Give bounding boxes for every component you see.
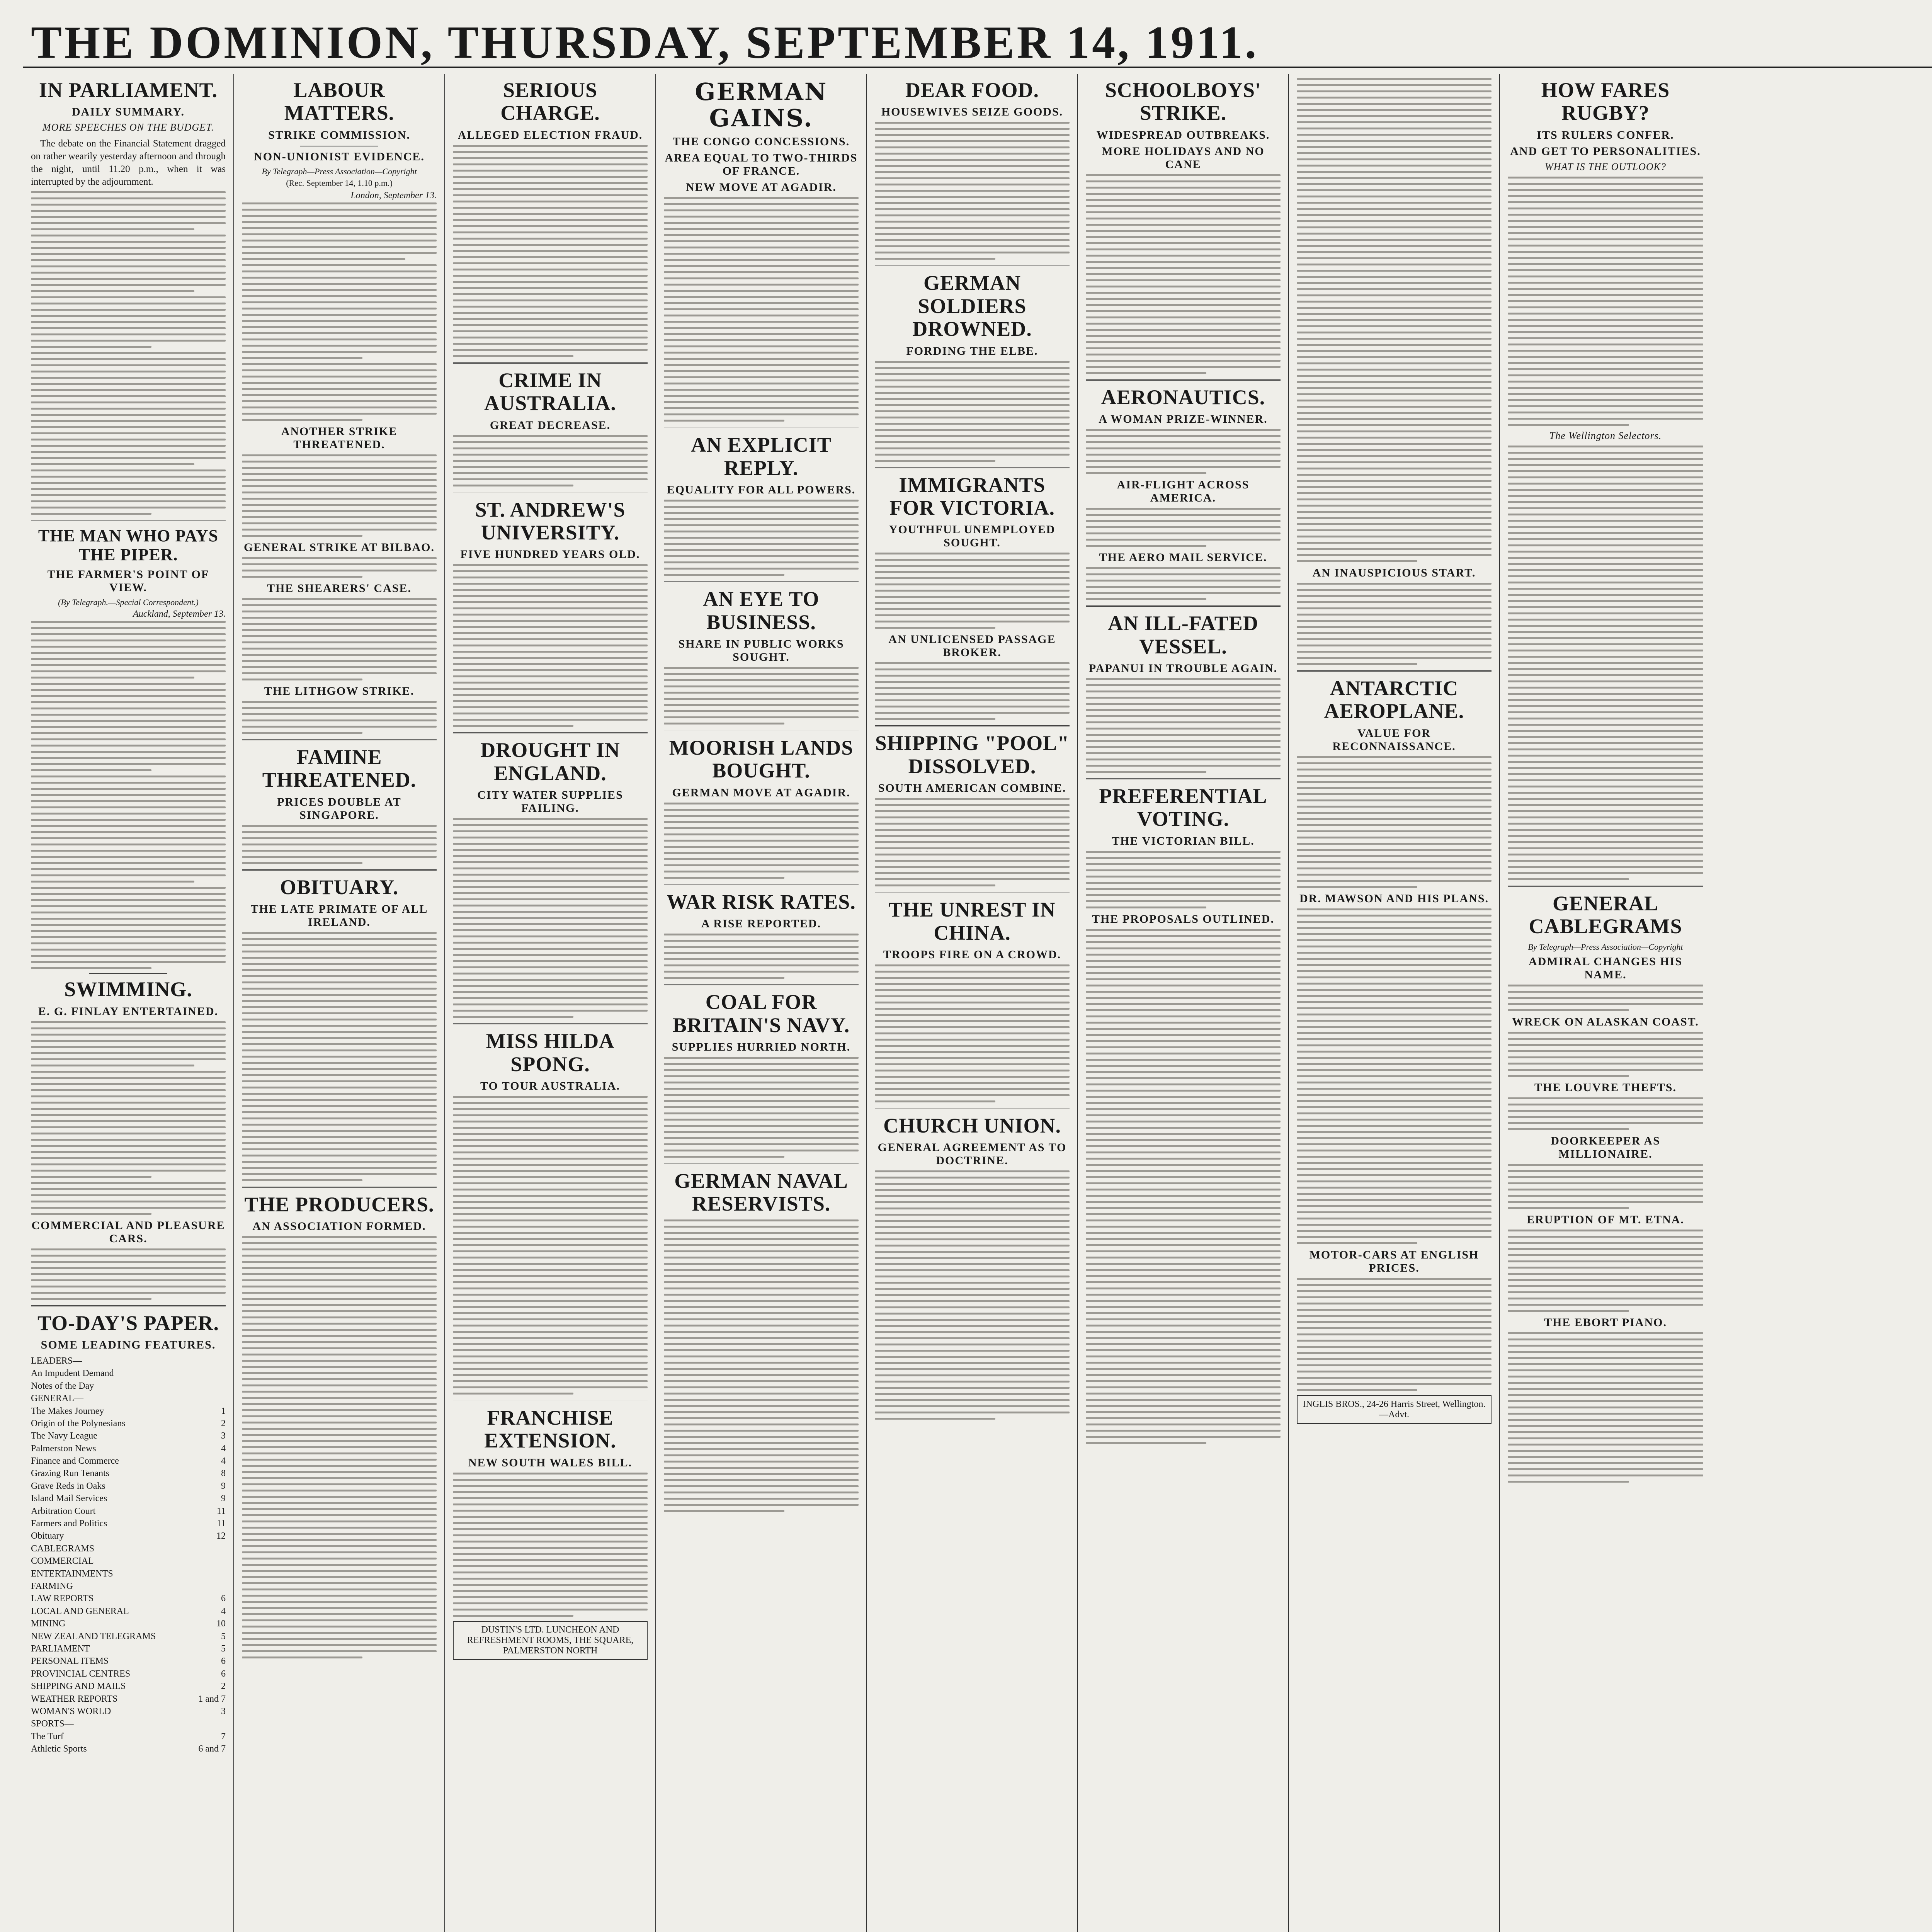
subheading: ALLEGED ELECTION FRAUD. <box>457 128 643 141</box>
column-3 <box>445 74 656 1932</box>
story-body <box>875 1170 1070 1420</box>
story-subheading: CITY WATER SUPPLIES FAILING. <box>477 789 623 815</box>
story-heading: WAR RISK RATES. <box>667 890 856 913</box>
advertisement: DUSTIN'S LTD. LUNCHEON AND REFRESHMENT ROOMS, THE SQUARE, PALMERSTON NORTH <box>453 1621 648 1660</box>
contents-entry <box>31 1730 226 1743</box>
masthead-title: THE DOMINION, THURSDAY, SEPTEMBER 14, 1911. <box>31 17 1259 68</box>
story-subheading: THE EBORT PIANO. <box>1544 1316 1667 1329</box>
story-heading: DROUGHT IN ENGLAND. <box>480 738 620 785</box>
heading: IN PARLIAMENT. <box>39 78 218 102</box>
contents-entry <box>31 1718 226 1730</box>
story-body <box>1508 446 1703 880</box>
contents-entry-title: PROVINCIAL CENTRES <box>31 1668 131 1679</box>
story-heading: OBITUARY. <box>280 875 399 899</box>
story-received: (Rec. September 14, 1.10 p.m.) <box>286 178 393 188</box>
story-place: Auckland, September 13. <box>133 609 226 619</box>
contents-entry-page: 1 <box>221 1406 226 1416</box>
story-subheading: NEW SOUTH WALES BILL. <box>468 1456 633 1469</box>
story-body <box>1086 851 1281 908</box>
story-subheading: MOTOR-CARS AT ENGLISH PRICES. <box>1309 1248 1479 1274</box>
contents-entry <box>31 1355 226 1367</box>
contents-entry-title: The Makes Journey <box>31 1406 104 1416</box>
story-body <box>453 564 648 727</box>
story-credit: By Telegraph—Press Association—Copyright <box>1528 942 1683 952</box>
story-subheading: E. G. FINLAY ENTERTAINED. <box>38 1005 219 1018</box>
story-subheading: GERMAN MOVE AT AGADIR. <box>672 786 850 799</box>
contents-entry-page: 4 <box>221 1606 226 1616</box>
story-subheading: SHARE IN PUBLIC WORKS SOUGHT. <box>678 637 844 663</box>
contents-entry <box>31 1517 226 1530</box>
contents-entry-title: Island Mail Services <box>31 1493 107 1504</box>
contents-entry <box>31 1543 226 1555</box>
story-subheading: COMMERCIAL AND PLEASURE CARS. <box>31 1219 225 1245</box>
story-body <box>453 818 648 1018</box>
story-body <box>453 145 648 357</box>
story-body <box>664 934 859 979</box>
story-body <box>453 1096 648 1395</box>
contents-entry-page: 11 <box>216 1506 226 1516</box>
story-body <box>664 500 859 576</box>
subheading: WIDESPREAD OUTBREAKS. <box>1096 128 1270 141</box>
column-1 <box>23 74 234 1932</box>
story-body <box>1297 908 1492 1244</box>
contents-entry-page: 3 <box>221 1431 226 1441</box>
story-body <box>875 964 1070 1102</box>
story-subheading: PRICES DOUBLE AT SINGAPORE. <box>277 795 401 821</box>
story-body <box>1086 567 1281 600</box>
lead-heading: MORE HOLIDAYS AND NO CANE <box>1102 145 1265 171</box>
story-subheading: EQUALITY FOR ALL POWERS. <box>667 483 856 497</box>
story-subheading: AN UNLICENSED PASSAGE BROKER. <box>888 633 1056 659</box>
contents-entry-title: Arbitration Court <box>31 1506 96 1516</box>
contents-entry-title: LOCAL AND GENERAL <box>31 1606 129 1616</box>
story-body <box>1297 583 1492 665</box>
story-subheading: FORDING THE ELBE. <box>906 344 1038 357</box>
story-subheading: THE SHEARERS' CASE. <box>267 582 412 595</box>
contents-entry-page: 2 <box>221 1681 226 1692</box>
story-body <box>1508 985 1703 1011</box>
contents-entry-title: Notes of the Day <box>31 1381 94 1391</box>
contents-list <box>31 1355 226 1755</box>
contents-entry <box>31 1367 226 1379</box>
story-body <box>242 1236 437 1658</box>
heading: GERMAN GAINS. <box>695 78 828 133</box>
story-body <box>1086 678 1281 773</box>
contents-entry <box>31 1568 226 1580</box>
contents-entry-title: The Turf <box>31 1731 64 1742</box>
contents-entry-title: Farmers and Politics <box>31 1519 107 1529</box>
contents-entry <box>31 1530 226 1542</box>
story-subheading: AN INAUSPICIOUS START. <box>1312 566 1476 579</box>
contents-entry <box>31 1405 226 1417</box>
story-body <box>664 803 859 879</box>
story-credit: By Telegraph—Press Association—Copyright <box>262 166 417 176</box>
story-subheading: ADMIRAL CHANGES HIS NAME. <box>1528 955 1683 981</box>
column-4 <box>656 74 867 1932</box>
contents-entry <box>31 1480 226 1492</box>
contents-entry <box>31 1643 226 1655</box>
contents-entry-page: 6 <box>221 1594 226 1604</box>
story-heading: CHURCH UNION. <box>883 1114 1061 1137</box>
story-body <box>453 435 648 486</box>
story-body <box>1297 1278 1492 1391</box>
story-heading: MOORISH LANDS BOUGHT. <box>669 736 854 782</box>
subheading: HOUSEWIVES SEIZE GOODS. <box>881 105 1063 119</box>
story-subheading: SUPPLIES HURRIED NORTH. <box>672 1040 851 1053</box>
story-heading: MISS HILDA SPONG. <box>486 1029 615 1076</box>
story-heading: GERMAN SOLDIERS DROWNED. <box>912 271 1032 341</box>
contents-entry <box>31 1655 226 1667</box>
story-body <box>1086 929 1281 1444</box>
story-body <box>242 701 437 734</box>
story-subheading: A RISE REPORTED. <box>701 917 821 930</box>
contents-entry-title: COMMERCIAL <box>31 1556 94 1566</box>
contents-entry-title: ENTERTAINMENTS <box>31 1568 113 1579</box>
story-body <box>664 1219 859 1512</box>
contents-entry-title: LAW REPORTS <box>31 1594 94 1604</box>
story-subheading: THE LOUVRE THEFTS. <box>1534 1081 1677 1094</box>
contents-entry-page: 6 and 7 <box>198 1744 226 1754</box>
contents-entry <box>31 1492 226 1505</box>
contents-entry-page: 3 <box>221 1706 226 1716</box>
story-subheading: THE FARMER'S POINT OF VIEW. <box>47 568 209 594</box>
contents-entry <box>31 1392 226 1405</box>
story-heading: ANTARCTIC AEROPLANE. <box>1324 677 1464 723</box>
story-subheading: YOUTHFUL UNEMPLOYED SOUGHT. <box>889 523 1056 549</box>
story-body <box>31 191 226 515</box>
story-body <box>31 1248 226 1300</box>
story-subheading: THE VICTORIAN BILL. <box>1112 834 1255 847</box>
story-body <box>242 557 437 578</box>
story-heading: SWIMMING. <box>64 978 192 1001</box>
story-body <box>664 1057 859 1158</box>
story-subheading: THE LITHGOW STRIKE. <box>264 684 415 697</box>
contents-entry <box>31 1430 226 1442</box>
contents-entry-page: 6 <box>221 1656 226 1667</box>
contents-entry <box>31 1380 226 1392</box>
story-subheading: THE AERO MAIL SERVICE. <box>1099 551 1267 564</box>
contents-entry <box>31 1505 226 1517</box>
story-heading: CRIME IN AUSTRALIA. <box>484 368 616 415</box>
story-heading: IMMIGRANTS FOR VICTORIA. <box>889 473 1055 519</box>
story-heading: GENERAL CABLEGRAMS <box>1529 891 1682 938</box>
story-subheading: NEW MOVE AT AGADIR. <box>686 181 837 194</box>
story-body <box>1508 177 1703 426</box>
contents-entry-title: Grave Reds in Oaks <box>31 1481 105 1491</box>
story-subheading: SOME LEADING FEATURES. <box>41 1338 216 1351</box>
contents-entry-page: 5 <box>221 1631 226 1641</box>
contents-entry <box>31 1693 226 1705</box>
contents-entry-page: 9 <box>221 1493 226 1504</box>
contents-entry-title: MINING <box>31 1619 66 1629</box>
contents-entry-title: GENERAL— <box>31 1393 83 1404</box>
story-heading: ST. ANDREW'S UNIVERSITY. <box>475 498 626 544</box>
story-heading: THE UNREST IN CHINA. <box>888 898 1056 944</box>
contents-entry <box>31 1680 226 1692</box>
story-body <box>875 361 1070 462</box>
column-8 <box>1500 74 1711 1932</box>
story-body <box>1508 1032 1703 1077</box>
contents-entry-title: Finance and Commerce <box>31 1456 119 1466</box>
story-body <box>664 667 859 724</box>
story-body <box>453 1473 648 1617</box>
contents-entry <box>31 1605 226 1617</box>
story-body <box>31 1021 226 1215</box>
story-subheading: WRECK ON ALASKAN COAST. <box>1512 1015 1699 1028</box>
story-subheading: GREAT DECREASE. <box>490 418 611 432</box>
subheading: THE CONGO CONCESSIONS. <box>672 135 850 148</box>
story-heading: AERONAUTICS. <box>1101 385 1265 409</box>
contents-entry <box>31 1580 226 1592</box>
lead-heading: AND GET TO PERSONALITIES. <box>1510 145 1701 158</box>
story-body <box>1508 1097 1703 1130</box>
story-body <box>875 553 1070 629</box>
heading: LABOUR MATTERS. <box>284 78 395 125</box>
advertisement: INGLIS BROS., 24-26 Harris Street, Wellington.—Advt. <box>1297 1395 1492 1424</box>
contents-entry-page: 10 <box>216 1619 226 1629</box>
contents-entry <box>31 1592 226 1605</box>
story-heading: PREFERENTIAL VOTING. <box>1099 784 1267 831</box>
story-heading: SHIPPING "POOL" DISSOLVED. <box>875 731 1070 778</box>
contents-entry-page: 8 <box>221 1468 226 1479</box>
story-heading: AN EXPLICIT REPLY. <box>691 433 832 480</box>
contents-entry-title: An Impudent Demand <box>31 1368 114 1379</box>
contents-entry-title: WEATHER REPORTS <box>31 1694 118 1704</box>
story-subheading: The Wellington Selectors. <box>1549 430 1662 441</box>
story-body <box>242 454 437 537</box>
contents-entry-page: 6 <box>221 1668 226 1679</box>
story-body <box>242 598 437 680</box>
contents-entry-title: Obituary <box>31 1531 64 1541</box>
contents-entry <box>31 1668 226 1680</box>
lead-heading: MORE SPEECHES ON THE BUDGET. <box>42 122 214 133</box>
story-credit: (By Telegraph.—Special Correspondent.) <box>58 597 199 607</box>
story-body <box>1508 1332 1703 1483</box>
story-body <box>1508 1164 1703 1209</box>
contents-entry <box>31 1555 226 1567</box>
story-subheading: A WOMAN PRIZE-WINNER. <box>1099 413 1268 426</box>
story-body <box>664 197 859 422</box>
contents-entry-title: Grazing Run Tenants <box>31 1468 110 1479</box>
contents-entry-title: Palmerston News <box>31 1443 96 1454</box>
contents-entry-title: SPORTS— <box>31 1719 74 1729</box>
story-body <box>1086 174 1281 374</box>
story-body <box>1508 1230 1703 1312</box>
story-place: London, September 13. <box>350 190 437 201</box>
contents-entry-page: 4 <box>221 1443 226 1454</box>
contents-entry-title: Origin of the Polynesians <box>31 1418 126 1429</box>
story-subheading: ANOTHER STRIKE THREATENED. <box>281 425 398 451</box>
lead-heading: NON-UNIONIST EVIDENCE. <box>254 150 425 163</box>
contents-entry <box>31 1417 226 1430</box>
story-subheading: THE PROPOSALS OUTLINED. <box>1092 912 1274 925</box>
story-body <box>1086 508 1281 547</box>
column-6 <box>1078 74 1289 1932</box>
subheading: STRIKE COMMISSION. <box>268 128 410 141</box>
story-subheading: PAPANUI IN TROUBLE AGAIN. <box>1088 662 1278 675</box>
contents-entry-page: 11 <box>216 1519 226 1529</box>
column-5 <box>867 74 1078 1932</box>
contents-entry-title: PARLIAMENT <box>31 1643 90 1654</box>
contents-entry-title: NEW ZEALAND TELEGRAMS <box>31 1631 156 1641</box>
story-subheading: VALUE FOR RECONNAISSANCE. <box>1332 726 1456 753</box>
story-heading: TO-DAY'S PAPER. <box>37 1311 219 1335</box>
contents-entry-title: CABLEGRAMS <box>31 1543 95 1554</box>
story-heading: THE PRODUCERS. <box>244 1192 434 1216</box>
contents-entry-page: 4 <box>221 1456 226 1466</box>
story-subheading: TROOPS FIRE ON A CROWD. <box>883 948 1061 961</box>
story-subheading: ERUPTION OF MT. ETNA. <box>1527 1213 1684 1226</box>
heading: HOW FARES RUGBY? <box>1541 78 1670 125</box>
contents-entry <box>31 1455 226 1467</box>
contents-entry <box>31 1442 226 1455</box>
contents-entry <box>31 1467 226 1480</box>
lead-subheading: WHAT IS THE OUTLOOK? <box>1545 161 1666 172</box>
story-body <box>242 202 437 421</box>
story-heading: COAL FOR BRITAIN'S NAVY. <box>672 990 850 1037</box>
story-subheading: THE LATE PRIMATE OF ALL IRELAND. <box>250 902 428 929</box>
story-heading: AN EYE TO BUSINESS. <box>703 587 820 634</box>
contents-entry-title: WOMAN'S WORLD <box>31 1706 111 1716</box>
story-subheading: FIVE HUNDRED YEARS OLD. <box>460 548 640 561</box>
story-subheading: AIR-FLIGHT ACROSS AMERICA. <box>1117 478 1250 505</box>
contents-entry-page: 1 and 7 <box>198 1694 226 1704</box>
contents-entry-page: 2 <box>221 1418 226 1429</box>
contents-entry-title: The Navy League <box>31 1431 97 1441</box>
contents-entry-page: 12 <box>216 1531 226 1541</box>
contents-entry-title: Athletic Sports <box>31 1744 87 1754</box>
story-body <box>1297 756 1492 888</box>
heading: SCHOOLBOYS' STRIKE. <box>1105 78 1262 125</box>
heading: SERIOUS CHARGE. <box>500 78 600 125</box>
story-subheading: GENERAL AGREEMENT AS TO DOCTRINE. <box>878 1141 1067 1167</box>
lead-heading: AREA EQUAL TO TWO-THIRDS OF FRANCE. <box>665 151 858 178</box>
column-7 <box>1289 74 1500 1932</box>
contents-entry-page: 5 <box>221 1643 226 1654</box>
story-subheading: DR. MAWSON AND HIS PLANS. <box>1299 892 1489 905</box>
story-heading: FAMINE THREATENED. <box>262 745 417 792</box>
story-subheading: DOORKEEPER AS MILLIONAIRE. <box>1551 1134 1660 1160</box>
contents-entry-title: LEADERS— <box>31 1355 82 1366</box>
heading: DEAR FOOD. <box>905 78 1039 102</box>
story-body <box>1297 78 1492 562</box>
story-body <box>875 122 1070 260</box>
contents-entry-page: 9 <box>221 1481 226 1491</box>
subheading: DAILY SUMMARY. <box>72 105 185 119</box>
story-subheading: TO TOUR AUSTRALIA. <box>480 1079 620 1092</box>
subheading: ITS RULERS CONFER. <box>1537 128 1674 141</box>
story-heading: AN ILL-FATED VESSEL. <box>1108 612 1259 658</box>
column-2 <box>234 74 445 1932</box>
story-body <box>875 798 1070 886</box>
story-subheading: SOUTH AMERICAN COMBINE. <box>878 782 1066 795</box>
story-subheading: GENERAL STRIKE AT BILBAO. <box>243 541 435 554</box>
contents-entry <box>31 1705 226 1718</box>
masthead <box>23 15 1932 68</box>
story-heading: FRANCHISE EXTENSION. <box>484 1406 616 1452</box>
contents-entry-title: PERSONAL ITEMS <box>31 1656 109 1667</box>
story-body <box>875 662 1070 720</box>
columns <box>23 74 1932 1932</box>
story-heading: THE MAN WHO PAYS THE PIPER. <box>38 526 219 564</box>
contents-entry <box>31 1617 226 1630</box>
story-text: The debate on the Financial Statement dragged on rather wearily yesterday afternoon and through the night, until 11.20 p.m., when it was interrupted by the adjournment. <box>31 138 226 187</box>
contents-entry-title: SHIPPING AND MAILS <box>31 1681 126 1692</box>
contents-entry <box>31 1630 226 1643</box>
story-subheading: AN ASSOCIATION FORMED. <box>252 1220 426 1233</box>
contents-entry <box>31 1743 226 1755</box>
story-body <box>1086 429 1281 474</box>
story-body <box>242 825 437 864</box>
story-body <box>242 932 437 1181</box>
contents-entry-page: 7 <box>221 1731 226 1742</box>
contents-entry-title: FARMING <box>31 1581 73 1591</box>
story-body <box>31 621 226 969</box>
story-heading: GERMAN NAVAL RESERVISTS. <box>674 1169 848 1216</box>
